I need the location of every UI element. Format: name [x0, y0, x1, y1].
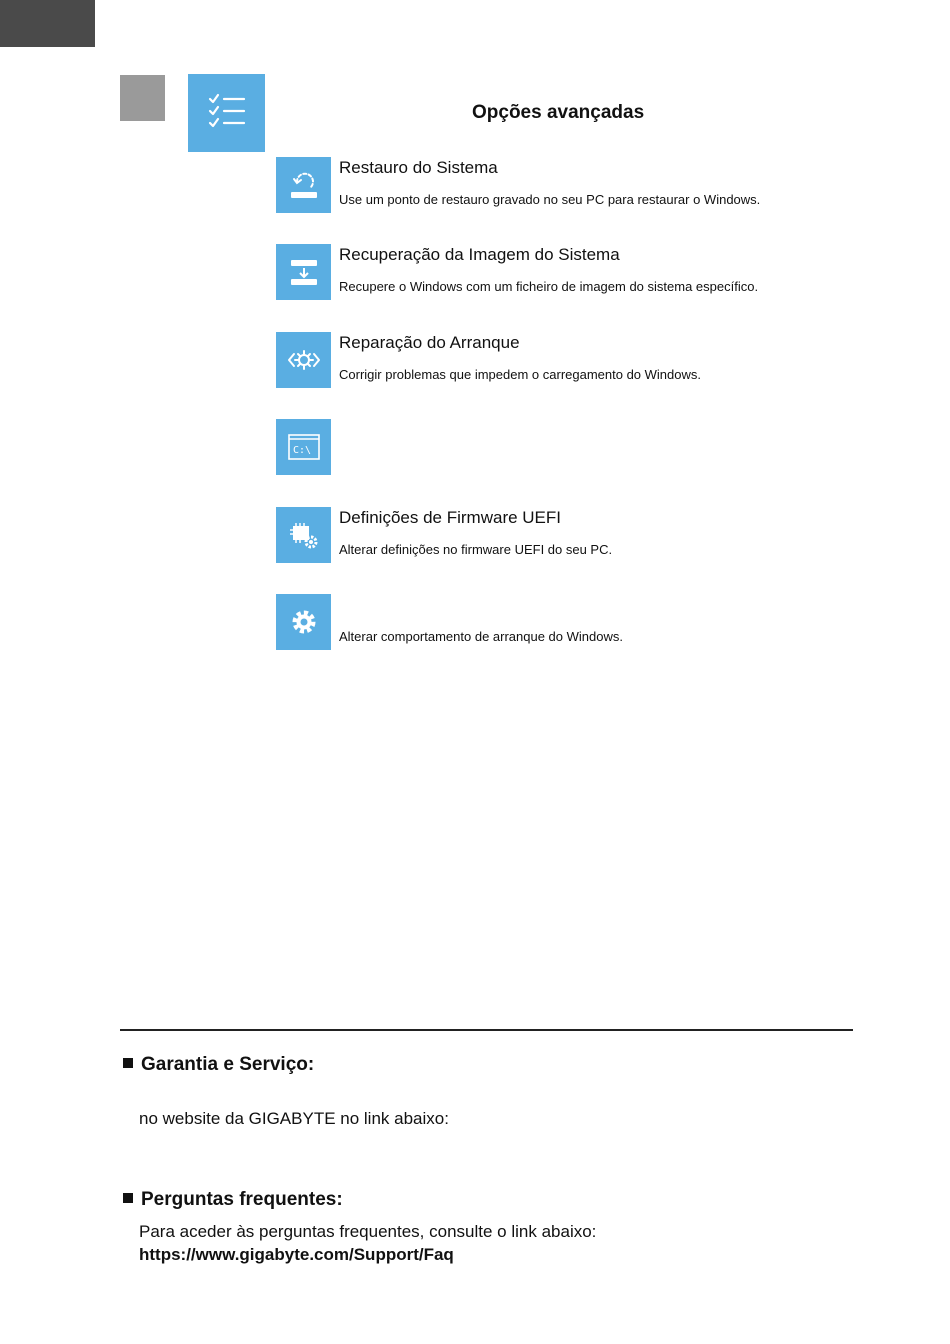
warranty-heading: Garantia e Serviço:: [123, 1054, 314, 1076]
system-restore-icon: [284, 165, 324, 205]
section-divider: [120, 1029, 853, 1031]
option-title: Restauro do Sistema: [339, 158, 498, 177]
option-description: Corrigir problemas que impedem o carregamento do Windows.: [339, 367, 701, 382]
option-description: Alterar comportamento de arranque do Windows.: [339, 629, 623, 644]
option-description: Recupere o Windows com um ficheiro de imagem do sistema específico.: [339, 279, 759, 294]
option-system-image-recovery[interactable]: [276, 244, 836, 300]
bullet-square-icon: [123, 1058, 133, 1068]
option-tile: [276, 244, 331, 300]
step-marker: [120, 75, 165, 121]
advanced-options-tile: [188, 74, 265, 152]
option-description: Alterar definições no firmware UEFI do seu PC.: [339, 542, 613, 557]
option-description: Use um ponto de restauro gravado no seu PC para restaurar o Windows.: [339, 192, 761, 207]
option-tile: [276, 419, 331, 475]
option-system-restore[interactable]: [276, 157, 836, 213]
uefi-firmware-icon: [284, 515, 324, 555]
warranty-text: no website da GIGABYTE no link abaixo:: [139, 1109, 449, 1128]
option-tile: [276, 157, 331, 213]
option-startup-settings[interactable]: [276, 594, 836, 650]
option-tile: [276, 332, 331, 388]
startup-repair-icon: [284, 340, 324, 380]
gear-icon: [284, 602, 324, 642]
option-tile: [276, 507, 331, 563]
faq-heading: Perguntas frequentes:: [123, 1189, 343, 1211]
command-prompt-label: C:\: [292, 445, 311, 456]
faq-link[interactable]: https://www.gigabyte.com/Support/Faq: [139, 1245, 454, 1264]
bullet-square-icon: [123, 1193, 133, 1203]
system-image-icon: [284, 252, 324, 292]
option-uefi-firmware[interactable]: [276, 507, 836, 563]
faq-text: Para aceder às perguntas frequentes, consulte o link abaixo:: [139, 1222, 597, 1241]
option-tile: [276, 594, 331, 650]
option-title: Definições de Firmware UEFI: [339, 508, 562, 527]
page-corner-tab: [0, 0, 95, 47]
option-startup-repair[interactable]: [276, 332, 836, 388]
checklist-icon: [188, 74, 265, 152]
option-title: Reparação do Arranque: [339, 333, 520, 352]
option-title: Recuperação da Imagem do Sistema: [339, 245, 620, 264]
option-command-prompt[interactable]: [276, 419, 836, 475]
command-prompt-icon: [284, 427, 324, 467]
page-title: Opções avançadas: [472, 102, 645, 123]
